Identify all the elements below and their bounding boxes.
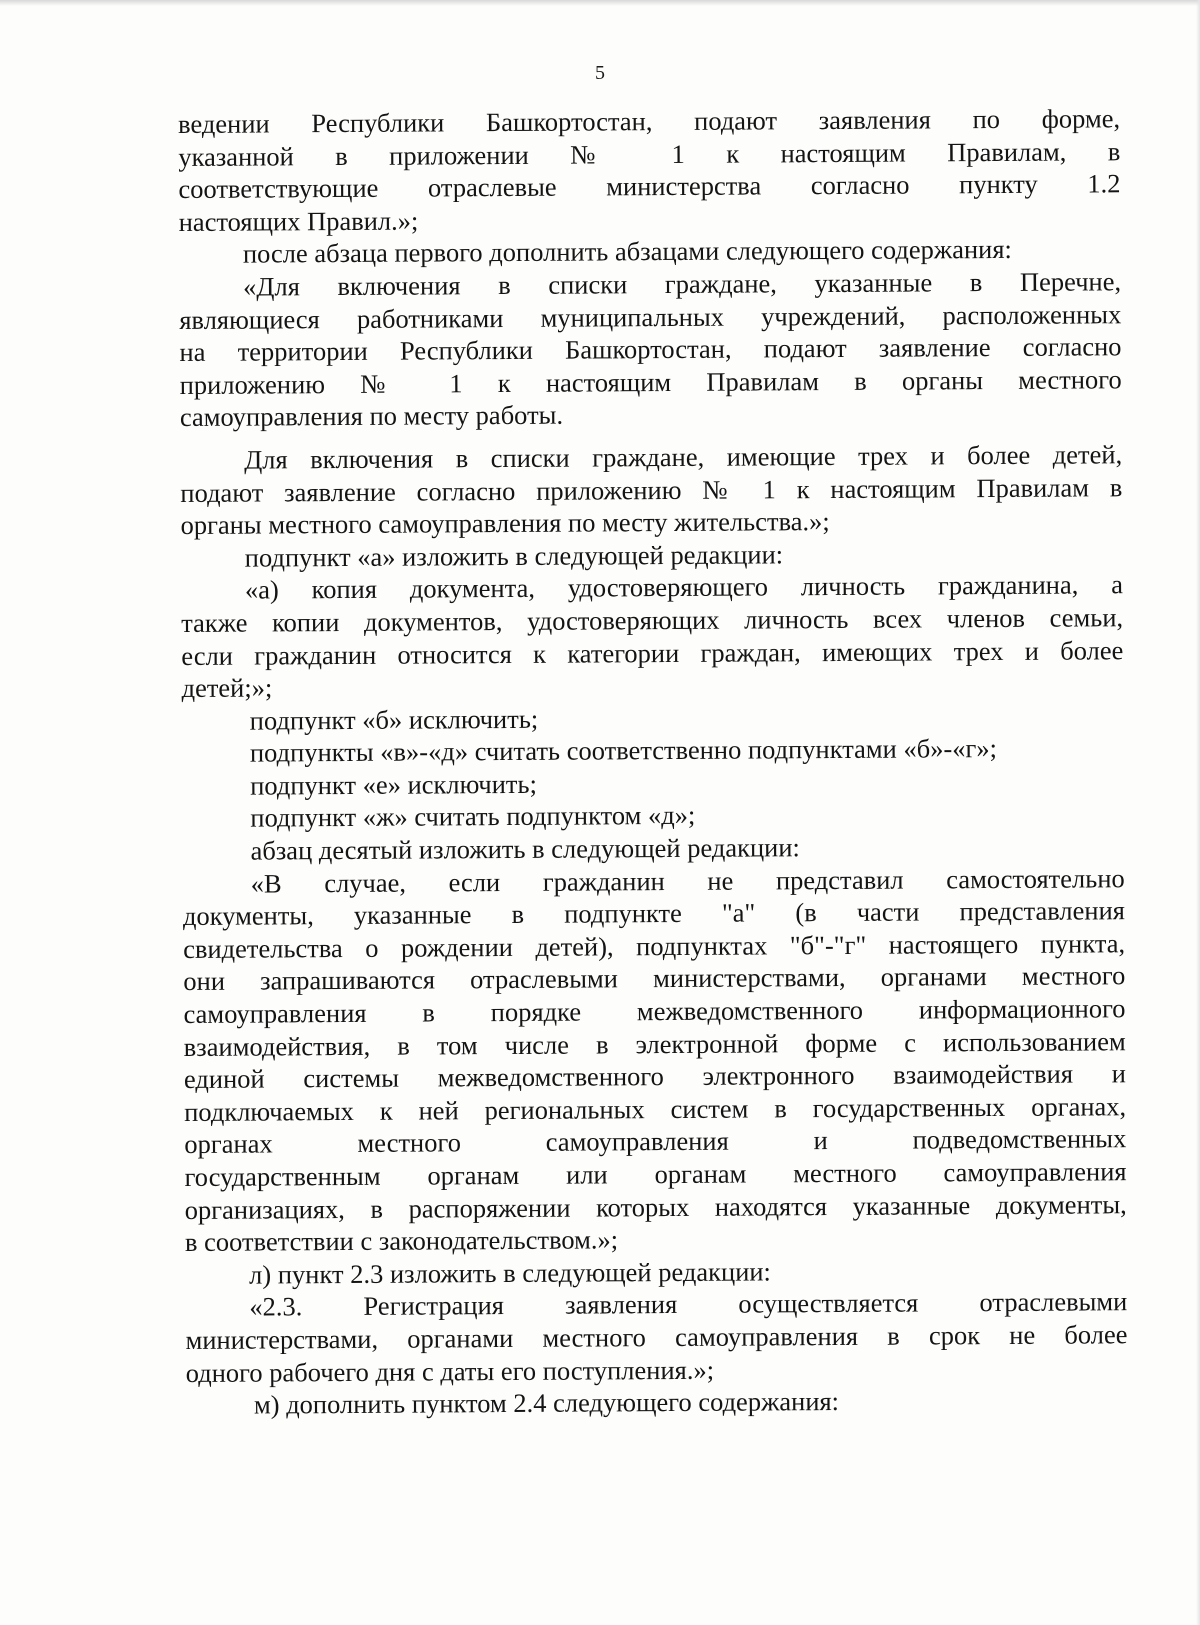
text-line: являющиеся работниками муниципальных учреждений, расположенных (179, 298, 1122, 335)
text-line: л) пункт 2.3 изложить в следующей редакции: (249, 1256, 771, 1290)
text-line: министерствами, органами местного самоуправления в срок не более (185, 1319, 1128, 1355)
text-line: взаимодействия, в том числе в электронной форме с использованием (183, 1025, 1126, 1062)
text-line: одного рабочего дня с даты его поступления.»; (185, 1354, 715, 1388)
text-line: после абзаца первого дополнить абзацами следующего содержания: (242, 234, 1012, 269)
text-line: самоуправления по месту работы. (179, 399, 564, 433)
text-line: они запрашиваются отраслевыми министерствами, органами местного (183, 960, 1126, 997)
text-line: если гражданин относится к категории граждан, имеющих трех и более (181, 634, 1124, 671)
text-line: подключаемых к ней региональных систем в государственных органах, (184, 1091, 1127, 1127)
text-line: ведении Республики Башкортостан, подают заявления по форме, (178, 103, 1121, 139)
text-line: Для включения в списки граждане, имеющие трех и более детей, (244, 439, 1123, 475)
page-number: 5 (595, 62, 605, 84)
document-body (178, 102, 1128, 1421)
text-line: соответствующие отраслевые министерства согласно пункту 1.2 (178, 168, 1121, 205)
text-line: абзац десятый изложить в следующей редакции: (250, 832, 800, 866)
text-line: государственным органам или органам местного самоуправления (184, 1156, 1127, 1192)
text-line: свидетельства о рождении детей), подпунктах "б"-"г" настоящего пункта, (183, 928, 1126, 964)
text-line: органы местного самоуправления по месту жительства.»; (180, 506, 830, 541)
text-line: детей;»; (181, 672, 273, 704)
text-line: единой системы межведомственного электронного взаимодействия и (183, 1058, 1127, 1095)
text-line: подпункт «б» исключить; (249, 703, 539, 736)
text-line: на территории Республики Башкортостан, подают заявление согласно (179, 331, 1122, 368)
text-line: органах местного самоуправления и подведомственных (184, 1123, 1127, 1160)
text-line: самоуправления в порядке межведомственного информационного (183, 993, 1126, 1030)
text-line: организациях, в распоряжении которых находятся указанные документы, (184, 1188, 1127, 1225)
text-line: м) дополнить пунктом 2.4 следующего содержания: (253, 1386, 840, 1420)
text-line: указанной в приложении № 1 к настоящим Правилам, в (178, 135, 1121, 172)
text-line: «Для включения в списки граждане, указанные в Перечне, (243, 266, 1122, 302)
text-line: настоящих Правил.»; (178, 205, 419, 237)
text-line: подпункты «в»-«д» считать соответственно подпунктами «б»-«г»; (249, 733, 998, 768)
text-line: «В случае, если гражданин не представил самостоятельно (250, 862, 1125, 899)
text-line: подпункт «е» исключить; (250, 768, 537, 801)
text-line: «а) копия документа, удостоверяющего личность гражданина, а (244, 569, 1124, 605)
text-line: подают заявление согласно приложению № 1 к настоящим Правилам в (180, 471, 1123, 508)
text-line: документы, указанные в подпункте "а" (в части представления (182, 895, 1126, 932)
text-line: подпункт «ж» считать подпунктом «д»; (250, 800, 696, 834)
text-line: «2.3. Регистрация заявления осуществляется отраслевыми (249, 1286, 1128, 1322)
text-line: также копии документов, удостоверяющих личность всех членов семьи, (181, 602, 1124, 638)
scan-edge-right (1196, 0, 1200, 1625)
text-line: приложению № 1 к настоящим Правилам в органы местного (179, 363, 1122, 400)
text-line: в соответствии с законодательством.»; (184, 1224, 619, 1258)
scan-edge-top (0, 0, 1200, 6)
text-line: подпункт «а» изложить в следующей редакции: (244, 539, 784, 573)
